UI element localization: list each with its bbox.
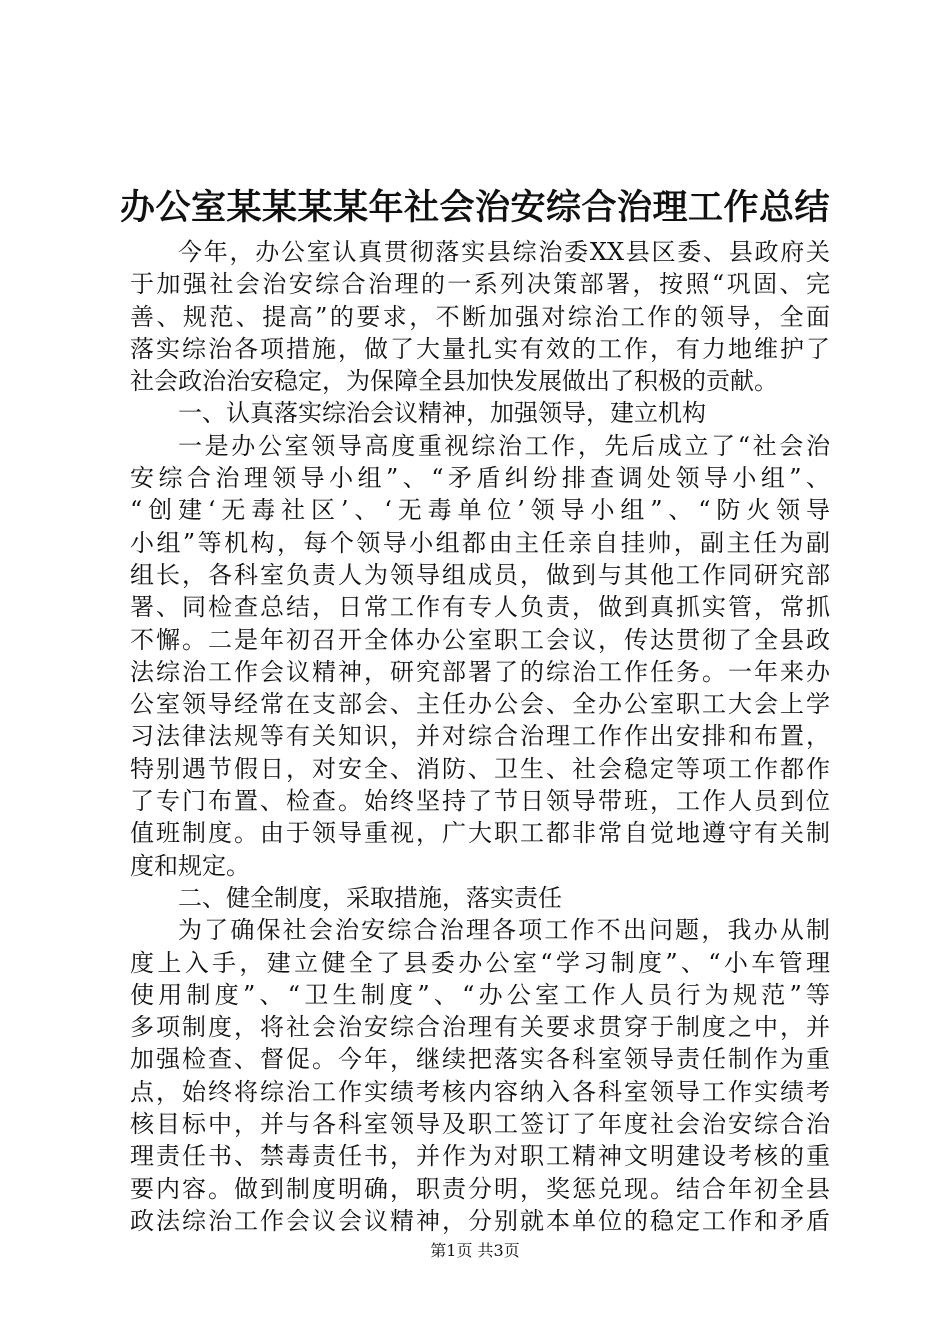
paragraph-line: 加强检查、督促。今年，继续把落实各科室领导责任制作为重	[130, 1045, 830, 1074]
document-body	[130, 236, 830, 1237]
paragraph-line: 政法综治工作会议会议精神，分别就本单位的稳定工作和矛盾	[130, 1206, 830, 1235]
paragraph-line: 特别遇节假日，对安全、消防、卫生、社会稳定等项工作都作	[130, 754, 830, 783]
paragraph-line: 使用制度”、“卫生制度”、“办公室工作人员行为规范”等	[130, 980, 830, 1009]
section-heading: 二、健全制度，采取措施，落实责任	[178, 883, 562, 912]
section-heading: 一、认真落实综治会议精神，加强领导，建立机构	[178, 399, 706, 428]
paragraph-line: 善、规范、提高”的要求，不断加强对综治工作的领导，全面	[130, 302, 830, 331]
paragraph-line: 点，始终将综治工作实绩考核内容纳入各科室领导工作实绩考	[130, 1077, 830, 1106]
paragraph-line: 组长，各科室负责人为领导组成员，做到与其他工作同研究部	[130, 560, 830, 589]
page-number-footer: 第1页 共3页	[430, 1241, 520, 1260]
paragraph-line: 署、同检查总结，日常工作有专人负责，做到真抓实管，常抓	[130, 593, 830, 622]
paragraph-line: 理责任书、禁毒责任书，并作为对职工精神文明建设考核的重	[130, 1142, 830, 1171]
paragraph-line: 于加强社会治安综合治理的一系列决策部署，按照“巩固、完	[130, 270, 830, 299]
paragraph-line: 小组”等机构，每个领导小组都由主任亲自挂帅，副主任为副	[130, 528, 830, 557]
paragraph-line: 了专门布置、检查。始终坚持了节日领导带班，工作人员到位	[130, 787, 830, 816]
paragraph-line: 度上入手，建立健全了县委办公室“学习制度”、“小车管理	[130, 948, 830, 977]
paragraph-line: 核目标中，并与各科室领导及职工签订了年度社会治安综合治	[130, 1110, 830, 1139]
document-title: 办公室某某某某年社会治安综合治理工作总结	[119, 187, 830, 228]
paragraph-line: 不懈。二是年初召开全体办公室职工会议，传达贯彻了全县政	[130, 625, 830, 654]
paragraph-line: 落实综治各项措施，做了大量扎实有效的工作，有力地维护了	[130, 334, 830, 363]
paragraph-line: 值班制度。由于领导重视，广大职工都非常自觉地遵守有关制	[130, 819, 830, 848]
paragraph-line: 社会政治治安稳定，为保障全县加快发展做出了积极的贡献。	[130, 367, 778, 396]
paragraph-line: 为了确保社会治安综合治理各项工作不出问题，我办从制	[178, 916, 830, 945]
paragraph-line: 习法律法规等有关知识，并对综合治理工作作出安排和布置，	[130, 722, 830, 751]
paragraph-line: 法综治工作会议精神，研究部署了的综治工作任务。一年来办	[130, 657, 830, 686]
paragraph-line: 公室领导经常在支部会、主任办公会、全办公室职工大会上学	[130, 690, 830, 719]
paragraph-line: 多项制度，将社会治安综合治理有关要求贯穿于制度之中，并	[130, 1013, 830, 1042]
paragraph-line: 要内容。做到制度明确，职责分明，奖惩兑现。结合年初全县	[130, 1174, 830, 1203]
paragraph-line: 安综合治理领导小组”、“矛盾纠纷排查调处领导小组”、	[130, 464, 830, 493]
paragraph-line: “创建‘无毒社区’、‘无毒单位’领导小组”、“防火领导	[130, 496, 830, 525]
paragraph-line: 一是办公室领导高度重视综治工作，先后成立了“社会治	[178, 431, 830, 460]
paragraph-line: 今年，办公室认真贯彻落实县综治委XX县区委、县政府关	[178, 238, 830, 266]
paragraph-line: 度和规定。	[130, 851, 250, 880]
